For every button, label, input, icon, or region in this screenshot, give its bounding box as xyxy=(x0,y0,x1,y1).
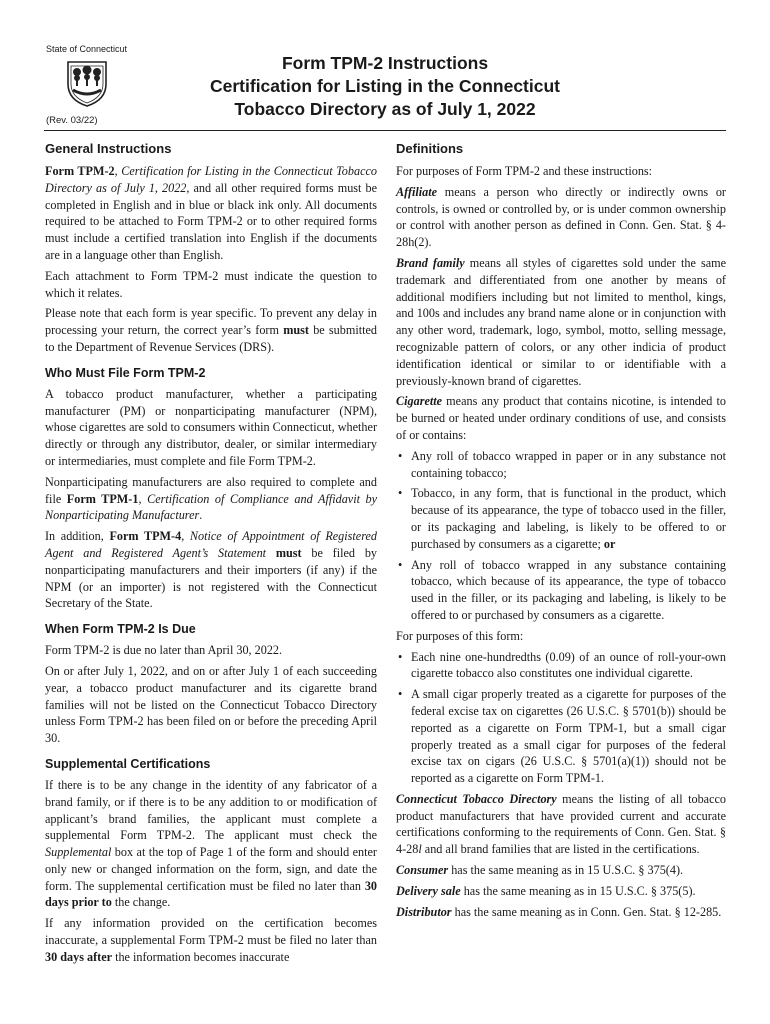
list-item: • A small cigar properly treated as a cigarette for purposes of the federal excise tax on cigarettes (26 U.S.C. § 5701(b)) should be reported as a cigarette on Form TPM-1, but a small cigar properly treated as a small cigar for purposes of the federal excise tax on cigars (26 U.S.C. § 5701(a)(1)) should not be reported as a cigarette on Form TPM-1. xyxy=(396,686,726,787)
due-paragraph-2: On or after July 1, 2022, and on or after July 1 of each succeeding year, a tobacco product manufacturer and its cigarette brand families will not be listed on the Connecticut Tobacco Directory unless Form TPM-2 has been filed on or before the preceding April 30. xyxy=(45,663,377,746)
title-line-2: Certification for Listing in the Connecticut xyxy=(210,76,560,96)
definitions-intro: For purposes of Form TPM-2 and these instructions: xyxy=(396,164,653,178)
general-paragraph-3: Please note that each form is year specific. To prevent any delay in processing your return, the correct year’s form must be submitted to the Department of Revenue Services (DRS). xyxy=(45,306,377,354)
list-item: • Any roll of tobacco wrapped in paper or in any substance not containing tobacco; xyxy=(396,448,726,482)
definition-cigarette: Cigarette means any product that contains nicotine, is intended to be burned or heated under ordinary conditions of use, and consists of or contains: xyxy=(396,394,726,442)
definition-consumer: Consumer has the same meaning as in 15 U.S.C. § 375(4). xyxy=(396,863,684,878)
definition-connecticut-tobacco-directory: Connecticut Tobacco Directory means the listing of all tobacco product manufacturers that have provided current and accurate certifications conforming to the requirements of Conn. Gen. Stat. § 4-28l and all brand families that are listed in the certifications. xyxy=(396,791,726,857)
who-paragraph-2: Nonparticipating manufacturers are also required to complete and file Form TPM-1, Certification of Compliance and Affidavit by Nonparticipating Manufacturer. xyxy=(45,474,378,523)
definition-delivery-sale: Delivery sale has the same meaning as in 15 U.S.C. § 375(5). xyxy=(396,883,696,898)
who-paragraph-1: A tobacco product manufacturer, whether a participating manufacturer (PM) or nonparticipating manufacturer (NPM), whose cigarettes are sold to consumers within Connecticut, whether directly or through any distributor, dealer, or similar intermediary or intermediaries, must complete and file Form TPM-2. xyxy=(45,386,377,468)
list-item: • Each nine one-hundredths (0.09) of an ounce of roll-your-own cigarette tobacco also constitutes one individual cigarette. xyxy=(396,649,726,683)
definitions-heading: Definitions xyxy=(396,141,464,156)
definition-brand-family: Brand family means all styles of cigarettes sold under the same trademark and differentiated from one another by means of additional modifiers including but not limited to menthol, kings, and 100s and includes any brand name alone or in conjunction with any other word, trademark, logo, symbol, motto, selling message, recognizable pattern of colors, or any other indicia of product identification identical or similar to or identifiable with a previously-known brand of cigarettes. xyxy=(396,255,727,388)
page-title xyxy=(200,52,570,121)
definition-affiliate: Affiliate means a person who directly or indirectly owns or controls, is owned or controlled by, or is under common ownership or control with another person as defined in Conn. Gen. Stat. § 4-28h(2). xyxy=(396,184,726,250)
when-due-heading: When Form TPM-2 Is Due xyxy=(45,622,196,637)
who-must-file-heading: Who Must File Form TPM-2 xyxy=(45,365,206,380)
general-paragraph-1: Form TPM-2, Certification for Listing in the Connecticut Tobacco Directory as of July 1, 2022, and all other required forms must be completed in English and in blue or black ink only. All documents required to be attached to Form TPM-2 or to other required forms must include a certified translation into English if the documents are in a language other than English. xyxy=(45,164,377,262)
revision-label: (Rev. 03/22) xyxy=(46,115,98,126)
supplemental-heading: Supplemental Certifications xyxy=(45,756,211,771)
supplemental-paragraph-2: If any information provided on the certification becomes inaccurate, a supplemental Form TPM-2 must be filed no later than 30 days after the information becomes inaccurate xyxy=(45,916,377,964)
general-paragraph-2: Each attachment to Form TPM-2 must indicate the question to which it relates. xyxy=(45,268,377,300)
who-paragraph-3: In addition, Form TPM-4, Notice of Appointment of Registered Agent and Registered Agent’s Statement must be filed by nonparticipating manufacturers and their importers (if any) if the NPM (or an importer) is not registered with the Connecticut Secretary of the State. xyxy=(45,529,378,611)
list-item: • Tobacco, in any form, that is functional in the product, which because of its appearance, the type of tobacco used in the filler, or its packaging and labeling, is likely to be offered to or purchased by consumers as a cigarette; or xyxy=(396,485,726,552)
form-name: Form TPM-2 xyxy=(45,164,115,178)
title-line-1: Form TPM-2 Instructions xyxy=(281,53,489,73)
form-title: Certification for Listing in the Connecticut Tobacco Directory as of July 1, 2022, xyxy=(45,164,377,195)
title-line-3: Tobacco Directory as of July 1, 2022 xyxy=(234,99,536,119)
header-divider xyxy=(44,130,726,131)
general-instructions-heading: General Instructions xyxy=(45,141,172,156)
state-label: State of Connecticut xyxy=(46,44,128,54)
purposes-intro: For purposes of this form: xyxy=(396,628,524,643)
purposes-list xyxy=(396,649,726,787)
due-paragraph-1: Form TPM-2 is due no later than April 30, 2022. xyxy=(45,643,283,658)
connecticut-state-seal-icon xyxy=(64,58,110,108)
right-column xyxy=(396,140,726,924)
definition-distributor: Distributor has the same meaning as in Conn. Gen. Stat. § 12-285. xyxy=(396,904,722,919)
cigarette-list xyxy=(396,448,726,624)
left-column xyxy=(45,140,377,970)
list-item: • Any roll of tobacco wrapped in any substance containing tobacco, which because of its appearance, the type of tobacco used in the filler, or its packaging and labeling, is likely to be offered to or purchased by consumers as a cigarette. xyxy=(396,557,726,624)
supplemental-paragraph-1: If there is to be any change in the identity of any fabricator of a brand family, or if there is to be any addition to or modification of applicant’s brand families, the applicant must complete a supplemental Form TPM-2. The applicant must check the Supplemental box at the top of Page 1 of the form and should enter only new or changed information on the form, sign, and date the form. The supplemental certification must be filed no later than 30 days prior to the change. xyxy=(45,777,377,910)
